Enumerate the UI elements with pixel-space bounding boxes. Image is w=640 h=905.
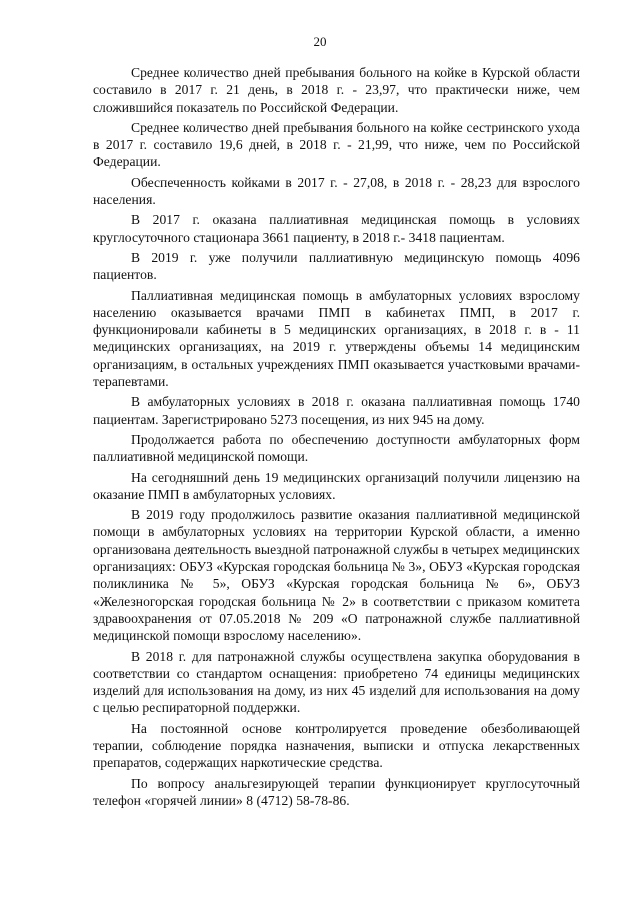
- paragraph-avg-bed-days: Среднее количество дней пребывания больного на койке в Курской области составило в 2017 г. 21 день, в 2018 г. - 23,97, что практически ниже, чем сложившийся показатель по Российской Федерации.: [93, 65, 580, 115]
- paragraph-inpatient-palliative: В 2017 г. оказана паллиативная медицинская помощь в условиях круглосуточного стационара 3661 пациенту, в 2018 г.- 3418 пациентам.: [93, 212, 580, 245]
- paragraph-patronage-service: В 2019 году продолжилось развитие оказания паллиативной медицинской помощи в амбулаторных условиях на территории Курской области, а именно организована деятельность выездной патронажной службы в четырех медицинских организациях: ОБУЗ «Курская городская больница № 3», ОБУЗ «Курская городская поликлиника № 5», ОБУЗ «Курская городская больница № 6», ОБУЗ «Железногорская городская больница № 2» в соответствии с приказом комитета здравоохранения от 07.05.2018 № 209 «О патронажной службе паллиативной медицинской помощи взрослому населению».: [93, 507, 580, 644]
- paragraph-equipment-purchase: В 2018 г. для патронажной службы осуществлена закупка оборудования в соответствии со стандартом оснащения: приобретено 74 единицы медицинских изделий для использования на дому, из них 45 изделий для использования на дому с целью респираторной поддержки.: [93, 648, 580, 716]
- paragraph-bed-provision: Обеспеченность койками в 2017 г. - 27,08, в 2018 г. - 28,23 для взрослого населения.: [93, 174, 580, 208]
- document-body: [93, 64, 580, 812]
- paragraph-pain-therapy-control: На постоянной основе контролируется проведение обезболивающей терапии, соблюдение порядка назначения, выписки и отпуска лекарственных препаратов, содержащих наркотические средства.: [93, 720, 580, 771]
- paragraph-outpatient-care: Паллиативная медицинская помощь в амбулаторных условиях взрослому населению оказывается врачами ПМП в кабинетах ПМП, в 2017 г. функционировали кабинеты в 5 медицинских организациях, в 2018 г. в - 11 медицинских организациях, на 2019 г. утверждены объемы 14 медицинским организациям, в остальных учреждениях ПМП оказывается участковыми врачами-терапевтами.: [93, 287, 580, 390]
- page-number: 20: [313, 34, 327, 49]
- paragraph-accessibility: Продолжается работа по обеспечению доступности амбулаторных форм паллиативной медицинской помощи.: [93, 431, 580, 465]
- paragraph-licenses: На сегодняшний день 19 медицинских организаций получили лицензию на оказание ПМП в амбулаторных условиях.: [93, 469, 580, 502]
- paragraph-hotline: По вопросу анальгезирующей терапии функционирует круглосуточный телефон «горячей линии» 8 (4712) 58-78-86.: [93, 775, 580, 808]
- paragraph-nursing-bed-days: Среднее количество дней пребывания больного на койке сестринского ухода в 2017 г. составило 19,6 дней, в 2018 г. - 21,99, что ниже, чем по Российской Федерации.: [93, 119, 580, 170]
- paragraph-outpatient-2018: В амбулаторных условиях в 2018 г. оказана паллиативная помощь 1740 пациентам. Зарегистрировано 5273 посещения, из них 945 на дому.: [93, 394, 580, 427]
- paragraph-2019-patients: В 2019 г. уже получили паллиативную медицинскую помощь 4096 пациентов.: [93, 249, 580, 283]
